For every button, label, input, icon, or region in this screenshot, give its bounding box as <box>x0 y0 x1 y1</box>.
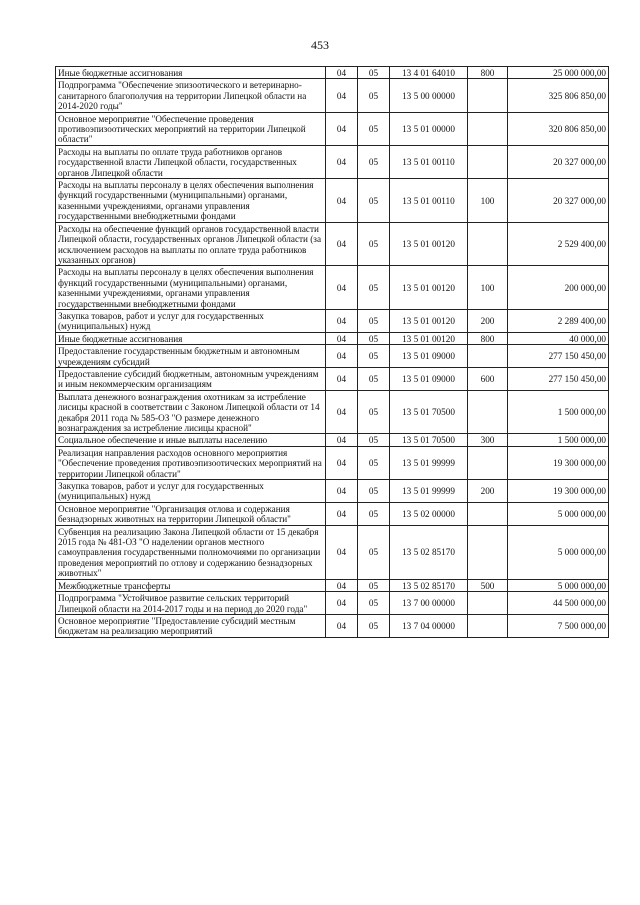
row-name-cell: Подпрограмма "Устойчивое развитие сельских территорий Липецкой области на 2014-2017 годы и на период до 2020 года" <box>56 592 326 615</box>
amount-cell: 40 000,00 <box>508 332 609 344</box>
subsection-code-cell: 05 <box>358 332 390 344</box>
section-code-cell: 04 <box>326 67 358 79</box>
target-article-cell: 13 5 01 09000 <box>390 345 468 368</box>
table-row <box>56 434 609 446</box>
target-article-cell: 13 5 02 85170 <box>390 579 468 591</box>
target-article-cell: 13 7 00 00000 <box>390 592 468 615</box>
expense-type-cell <box>468 145 508 178</box>
section-code-cell: 04 <box>326 390 358 434</box>
row-name-cell: Закупка товаров, работ и услуг для государственных (муниципальных) нужд <box>56 480 326 503</box>
expense-type-cell: 800 <box>468 332 508 344</box>
expense-type-cell <box>468 592 508 615</box>
table-row <box>56 79 609 112</box>
section-code-cell: 04 <box>326 309 358 332</box>
expense-type-cell: 200 <box>468 480 508 503</box>
table-row <box>56 614 609 637</box>
row-name-cell: Расходы на выплаты персоналу в целях обеспечения выполнения функций государственными (муниципальными) органами, казенными учреждениями, органами управления государственными внебюджетными фондами <box>56 266 326 310</box>
section-code-cell: 04 <box>326 434 358 446</box>
row-name-cell: Основное мероприятие "Обеспечение проведения противоэпизоотических мероприятий на территории Липецкой области" <box>56 112 326 145</box>
table-row <box>56 179 609 223</box>
amount-cell: 200 000,00 <box>508 266 609 310</box>
subsection-code-cell: 05 <box>358 525 390 579</box>
section-code-cell: 04 <box>326 614 358 637</box>
row-name-cell: Основное мероприятие "Организация отлова и содержания безнадзорных животных на территории Липецкой области" <box>56 502 326 525</box>
target-article-cell: 13 5 01 09000 <box>390 367 468 390</box>
amount-cell: 19 300 000,00 <box>508 446 609 479</box>
row-name-cell: Иные бюджетные ассигнования <box>56 67 326 79</box>
budget-table-body <box>56 67 609 638</box>
expense-type-cell <box>468 502 508 525</box>
expense-type-cell <box>468 112 508 145</box>
amount-cell: 277 150 450,00 <box>508 345 609 368</box>
amount-cell: 5 000 000,00 <box>508 525 609 579</box>
section-code-cell: 04 <box>326 112 358 145</box>
expense-type-cell: 500 <box>468 579 508 591</box>
row-name-cell: Предоставление государственным бюджетным и автономным учреждениям субсидий <box>56 345 326 368</box>
amount-cell: 2 529 400,00 <box>508 222 609 266</box>
subsection-code-cell: 05 <box>358 502 390 525</box>
row-name-cell: Выплата денежного вознаграждения охотникам за истребление лисицы красной в соответствии с Законом Липецкой области от 14 декабря 2011 года № 585-ОЗ "О размере денежного вознаграждения за истребление лисицы красной" <box>56 390 326 434</box>
row-name-cell: Подпрограмма "Обеспечение эпизоотического и ветеринарно-санитарного благополучия на территории Липецкой области на 2014-2020 годы" <box>56 79 326 112</box>
section-code-cell: 04 <box>326 332 358 344</box>
row-name-cell: Предоставление субсидий бюджетным, автономным учреждениям и иным некоммерческим организациям <box>56 367 326 390</box>
subsection-code-cell: 05 <box>358 67 390 79</box>
target-article-cell: 13 5 01 00120 <box>390 266 468 310</box>
section-code-cell: 04 <box>326 145 358 178</box>
subsection-code-cell: 05 <box>358 266 390 310</box>
row-name-cell: Расходы на обеспечение функций органов государственной власти Липецкой области, государственных органов Липецкой области (за исключением расходов на выплаты по оплате труда работников указанных органов) <box>56 222 326 266</box>
amount-cell: 2 289 400,00 <box>508 309 609 332</box>
table-row <box>56 112 609 145</box>
subsection-code-cell: 05 <box>358 309 390 332</box>
target-article-cell: 13 5 01 70500 <box>390 390 468 434</box>
page-number: 453 <box>311 38 329 52</box>
row-name-cell: Реализация направления расходов основного мероприятия "Обеспечение проведения противоэпизоотических мероприятий на территории Липецкой области" <box>56 446 326 479</box>
target-article-cell: 13 5 01 00110 <box>390 145 468 178</box>
table-row <box>56 579 609 591</box>
section-code-cell: 04 <box>326 222 358 266</box>
amount-cell: 320 806 850,00 <box>508 112 609 145</box>
row-name-cell: Основное мероприятие "Предоставление субсидий местным бюджетам на реализацию мероприятий <box>56 614 326 637</box>
target-article-cell: 13 5 02 00000 <box>390 502 468 525</box>
section-code-cell: 04 <box>326 79 358 112</box>
amount-cell: 325 806 850,00 <box>508 79 609 112</box>
table-row <box>56 390 609 434</box>
expense-type-cell <box>468 79 508 112</box>
table-row <box>56 592 609 615</box>
table-row <box>56 480 609 503</box>
expense-type-cell <box>468 446 508 479</box>
target-article-cell: 13 5 01 99999 <box>390 446 468 479</box>
table-row <box>56 502 609 525</box>
target-article-cell: 13 5 01 00110 <box>390 179 468 223</box>
subsection-code-cell: 05 <box>358 345 390 368</box>
table-row <box>56 446 609 479</box>
amount-cell: 19 300 000,00 <box>508 480 609 503</box>
table-row <box>56 222 609 266</box>
row-name-cell: Закупка товаров, работ и услуг для государственных (муниципальных) нужд <box>56 309 326 332</box>
subsection-code-cell: 05 <box>358 446 390 479</box>
section-code-cell: 04 <box>326 480 358 503</box>
amount-cell: 7 500 000,00 <box>508 614 609 637</box>
target-article-cell: 13 5 01 00120 <box>390 332 468 344</box>
target-article-cell: 13 5 02 85170 <box>390 525 468 579</box>
section-code-cell: 04 <box>326 345 358 368</box>
target-article-cell: 13 5 01 00120 <box>390 222 468 266</box>
table-row <box>56 145 609 178</box>
table-row <box>56 332 609 344</box>
expense-type-cell: 800 <box>468 67 508 79</box>
expense-type-cell: 600 <box>468 367 508 390</box>
table-row <box>56 309 609 332</box>
section-code-cell: 04 <box>326 579 358 591</box>
expense-type-cell <box>468 525 508 579</box>
subsection-code-cell: 05 <box>358 222 390 266</box>
subsection-code-cell: 05 <box>358 434 390 446</box>
amount-cell: 20 327 000,00 <box>508 179 609 223</box>
amount-cell: 5 000 000,00 <box>508 579 609 591</box>
amount-cell: 277 150 450,00 <box>508 367 609 390</box>
subsection-code-cell: 05 <box>358 145 390 178</box>
subsection-code-cell: 05 <box>358 79 390 112</box>
amount-cell: 1 500 000,00 <box>508 434 609 446</box>
section-code-cell: 04 <box>326 367 358 390</box>
subsection-code-cell: 05 <box>358 390 390 434</box>
subsection-code-cell: 05 <box>358 112 390 145</box>
expense-type-cell: 100 <box>468 266 508 310</box>
amount-cell: 25 000 000,00 <box>508 67 609 79</box>
subsection-code-cell: 05 <box>358 367 390 390</box>
budget-table <box>55 66 609 638</box>
target-article-cell: 13 5 00 00000 <box>390 79 468 112</box>
expense-type-cell: 100 <box>468 179 508 223</box>
target-article-cell: 13 5 01 00000 <box>390 112 468 145</box>
section-code-cell: 04 <box>326 502 358 525</box>
section-code-cell: 04 <box>326 592 358 615</box>
row-name-cell: Межбюджетные трансферты <box>56 579 326 591</box>
subsection-code-cell: 05 <box>358 614 390 637</box>
amount-cell: 5 000 000,00 <box>508 502 609 525</box>
table-row <box>56 67 609 79</box>
amount-cell: 20 327 000,00 <box>508 145 609 178</box>
row-name-cell: Социальное обеспечение и иные выплаты населению <box>56 434 326 446</box>
subsection-code-cell: 05 <box>358 480 390 503</box>
row-name-cell: Расходы на выплаты по оплате труда работников органов государственной власти Липецкой области, государственных органов Липецкой области <box>56 145 326 178</box>
expense-type-cell <box>468 345 508 368</box>
row-name-cell: Расходы на выплаты персоналу в целях обеспечения выполнения функций государственными (муниципальными) органами, казенными учреждениями, органами управления государственными внебюджетными фондами <box>56 179 326 223</box>
table-row <box>56 367 609 390</box>
table-row <box>56 345 609 368</box>
target-article-cell: 13 5 01 99999 <box>390 480 468 503</box>
section-code-cell: 04 <box>326 266 358 310</box>
section-code-cell: 04 <box>326 446 358 479</box>
section-code-cell: 04 <box>326 179 358 223</box>
table-row <box>56 525 609 579</box>
target-article-cell: 13 5 01 00120 <box>390 309 468 332</box>
subsection-code-cell: 05 <box>358 179 390 223</box>
row-name-cell: Иные бюджетные ассигнования <box>56 332 326 344</box>
target-article-cell: 13 7 04 00000 <box>390 614 468 637</box>
section-code-cell: 04 <box>326 525 358 579</box>
subsection-code-cell: 05 <box>358 579 390 591</box>
expense-type-cell <box>468 390 508 434</box>
target-article-cell: 13 4 01 64010 <box>390 67 468 79</box>
table-row <box>56 266 609 310</box>
expense-type-cell <box>468 222 508 266</box>
expense-type-cell: 200 <box>468 309 508 332</box>
amount-cell: 1 500 000,00 <box>508 390 609 434</box>
subsection-code-cell: 05 <box>358 592 390 615</box>
expense-type-cell <box>468 614 508 637</box>
row-name-cell: Субвенция на реализацию Закона Липецкой области от 15 декабря 2015 года № 481-ОЗ "О наделении органов местного самоуправления государственными полномочиями по организации проведения мероприятий по отлову и содержанию безнадзорных животных" <box>56 525 326 579</box>
amount-cell: 44 500 000,00 <box>508 592 609 615</box>
expense-type-cell: 300 <box>468 434 508 446</box>
target-article-cell: 13 5 01 70500 <box>390 434 468 446</box>
